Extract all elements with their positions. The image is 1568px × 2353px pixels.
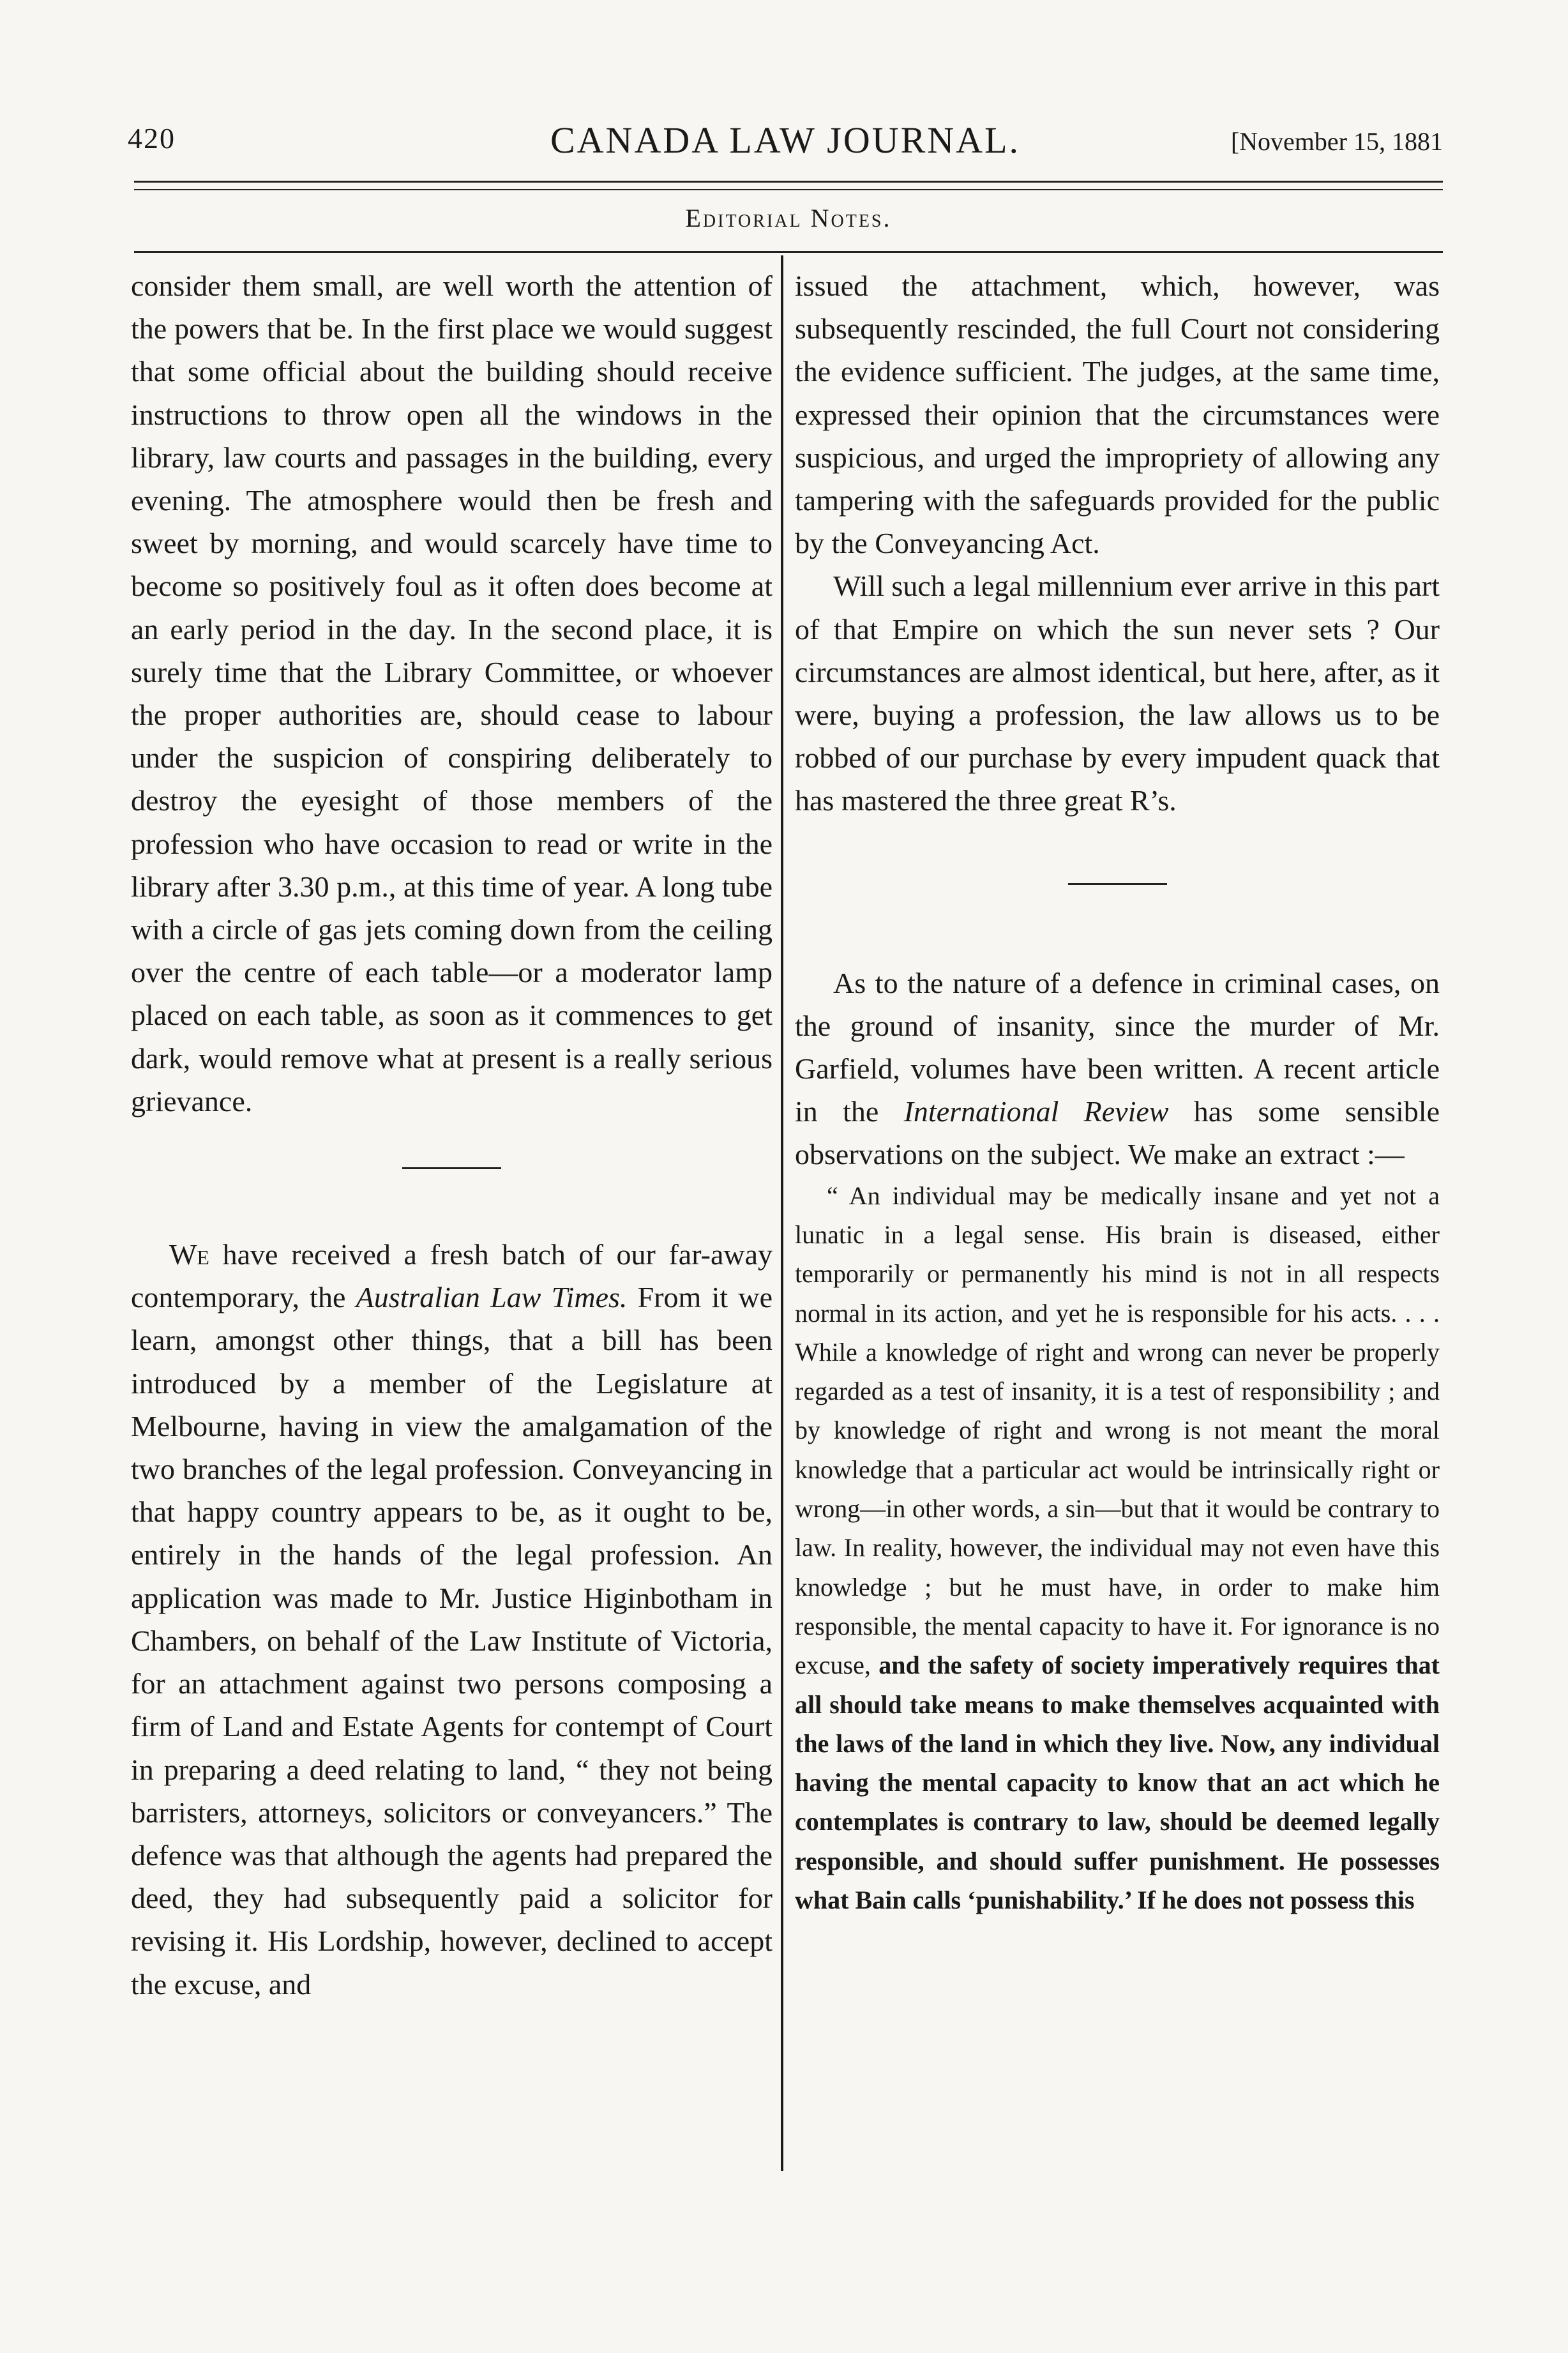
section-title: Editorial Notes. bbox=[685, 204, 892, 232]
issue-date: [November 15, 1881 bbox=[1230, 127, 1443, 156]
header-rule-top bbox=[134, 181, 1443, 183]
running-head bbox=[128, 121, 1443, 166]
quote-text: “ An individual may be medically insane and yet not a lunatic in a legal sense. His brain is diseased, either temporarily or permanently his mind is not in all respects normal in its action, and yet he is responsible for his acts. . . . While a knowledge of right and wrong can never be properly regarded as a test of insanity, it is a test of responsibility ; and by knowledge of right and wrong is not meant the moral knowledge that a particular act would be intrinsically right or wrong—in other words, a sin—but that it would be contrary to law. In reality, however, the individual may not even have this knowledge ; but he must have, in order to make him responsible, the mental capacity to have it. For ignorance is no excuse, bbox=[795, 1181, 1440, 1680]
page-number: 420 bbox=[128, 122, 176, 155]
library-paragraph: consider them small, are well worth the attention of the powers that be. In the first place we would suggest that some official about the building should receive instructions to throw open all the windows in the library, law courts and passages in the building, every evening. The atmosphere would then be fresh and sweet by morning, and would scarcely have time to become so positively foul as it often does become at an early period in the day. In the second place, it is surely time that the Library Committee, or whoever the proper authorities are, should cease to labour under the suspicion of conspiring deliberately to destroy the eyesight of those members of the profession who have occasion to read or write in the library after 3.30 p.m., at this time of year. A long tube with a circle of gas jets coming down from the ceiling over the centre of each table—or a moderator lamp placed on each table, as soon as it commences to get dark, would remove what at present is a really serious grievance. bbox=[131, 269, 773, 1117]
quote-text-bold: and the safety of society imperatively requires that all should take means to make themselves acquainted with the laws of the land in which they live. Now, any individual having the mental capacity to know that an act which he contemplates is contrary to law, should be deemed legally responsible, and should suffer punishment. He possesses what Bain calls ‘punishability.’ If he does not possess this bbox=[795, 1651, 1440, 1914]
millennium-paragraph: Will such a legal millennium ever arrive in this part of that Empire on which the sun never sets ? Our circumstances are almost identical, but here, after, as it were, buying a profession, the law allows us to be robbed of our purchase by every impudent quack that has mastered the three great R’s. bbox=[795, 570, 1440, 817]
australian-law-times-paragraph bbox=[131, 1233, 773, 2006]
column-divider bbox=[781, 255, 783, 2171]
insanity-defence-paragraph bbox=[795, 962, 1440, 1176]
publication-title: International Review bbox=[903, 1095, 1169, 1128]
extract-quote bbox=[795, 1176, 1440, 1920]
header-rule-second bbox=[134, 189, 1443, 190]
journal-title: CANADA LAW JOURNAL. bbox=[550, 119, 1020, 161]
publication-title: Australian Law Times. bbox=[356, 1281, 628, 1314]
paragraph-text: has some sensible observations on the subject. We make an extract :— bbox=[795, 1095, 1440, 1171]
paragraph-text: From it we learn, amongst other things, that a bill has been introduced by a member of the Legislature at Melbourne, having in view the amalgamation of the two branches of the legal profession. Conveyancing in that happy country appears to be, as it ought to be, entirely in the hands of the legal profession. An application was made to Mr. Justice Higinbotham in Chambers, on behalf of the Law Institute of Victoria, for an attachment against two persons composing a firm of Land and Estate Agents for contempt of Court in preparing a deed relating to land, “ they not being barristers, attorneys, solicitors or conveyancers.” The defence was that although the agents had prepared the deed, they had subsequently paid a solicitor for revising it. His Lordship, however, declined to accept the excuse, and bbox=[131, 1281, 773, 2001]
paragraph-text: As to the nature of a defence in criminal cases, on the ground of insanity, since the murder of Mr. Garfield, volumes have been written. A recent article in the bbox=[795, 966, 1440, 1128]
paragraph-text: have received a fresh batch of our far-away contemporary, the bbox=[131, 1238, 773, 1314]
left-column bbox=[131, 264, 773, 2006]
article-separator bbox=[1068, 883, 1167, 885]
article-separator bbox=[402, 1167, 501, 1169]
right-column bbox=[795, 264, 1440, 1919]
paragraph-lead-word: We bbox=[169, 1238, 209, 1271]
attachment-paragraph: issued the attachment, which, however, was subsequently rescinded, the full Court not considering the evidence sufficient. The judges, at the same time, expressed their opinion that the circumstances were suspicious, and urged the impropriety of allowing any tampering with the safeguards provided for the public by the Conveyancing Act. bbox=[795, 269, 1440, 560]
section-rule bbox=[134, 251, 1443, 253]
